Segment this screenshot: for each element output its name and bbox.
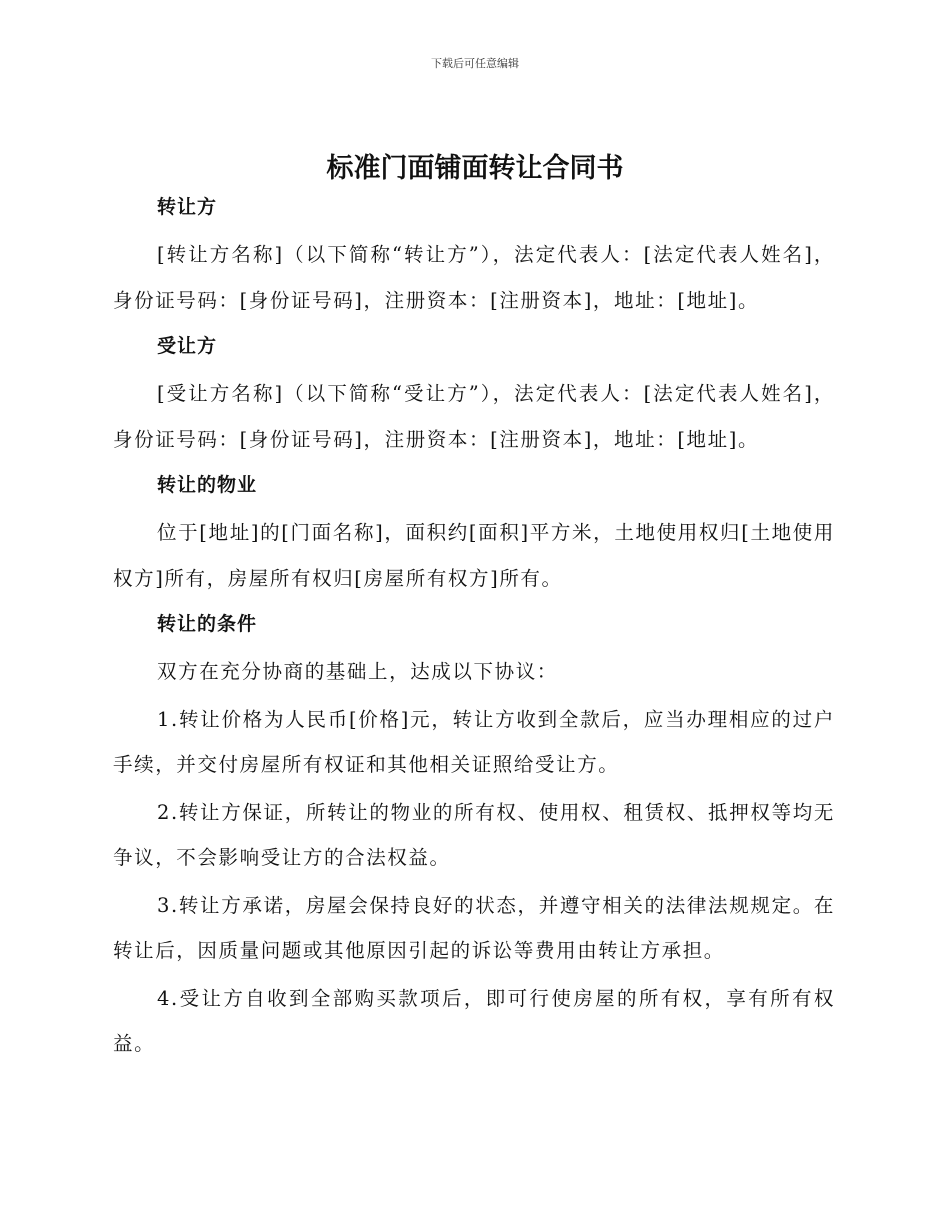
- paragraph: [受让方名称]（以下简称“受让方”），法定代表人：[法定代表人姓名]，身份证号码：[身份证号码]，注册资本：[注册资本]，地址：[地址]。: [113, 382, 835, 451]
- section-heading: 转让方: [157, 196, 218, 218]
- header-note: 下载后可任意编辑: [431, 57, 519, 70]
- clause-3: 3.转让方承诺，房屋会保持良好的状态，并遵守相关的法律法规规定。在转让后，因质量问题或其他原因引起的诉讼等费用由转让方承担。: [113, 893, 835, 962]
- paragraph: [转让方名称]（以下简称“转让方”），法定代表人：[法定代表人姓名]，身份证号码：[身份证号码]，注册资本：[注册资本]，地址：[地址]。: [113, 243, 835, 312]
- section-transferor: [113, 192, 835, 323]
- document-title: 标准门面铺面转让合同书: [326, 153, 624, 184]
- section-transferee: [113, 331, 835, 462]
- section-heading: 受让方: [157, 335, 218, 357]
- paragraph: 双方在充分协商的基础上，达成以下协议：: [157, 660, 558, 683]
- paragraph: 位于[地址]的[门面名称]，面积约[面积]平方米，土地使用权归[土地使用权方]所有，房屋所有权归[房屋所有权方]所有。: [113, 521, 835, 590]
- clause-1: 1.转让价格为人民币[价格]元，转让方收到全款后，应当办理相应的过户手续，并交付房屋所有权证和其他相关证照给受让方。: [113, 707, 835, 776]
- section-heading: 转让的条件: [157, 613, 258, 635]
- clause-2: 2.转让方保证，所转让的物业的所有权、使用权、租赁权、抵押权等均无争议，不会影响受让方的合法权益。: [113, 800, 835, 869]
- section-property: [113, 470, 835, 601]
- section-conditions: [113, 609, 835, 1067]
- section-heading: 转让的物业: [157, 474, 258, 496]
- document-body: [113, 192, 835, 1067]
- clause-4: 4.受让方自收到全部购买款项后，即可行使房屋的所有权，享有所有权益。: [113, 986, 835, 1055]
